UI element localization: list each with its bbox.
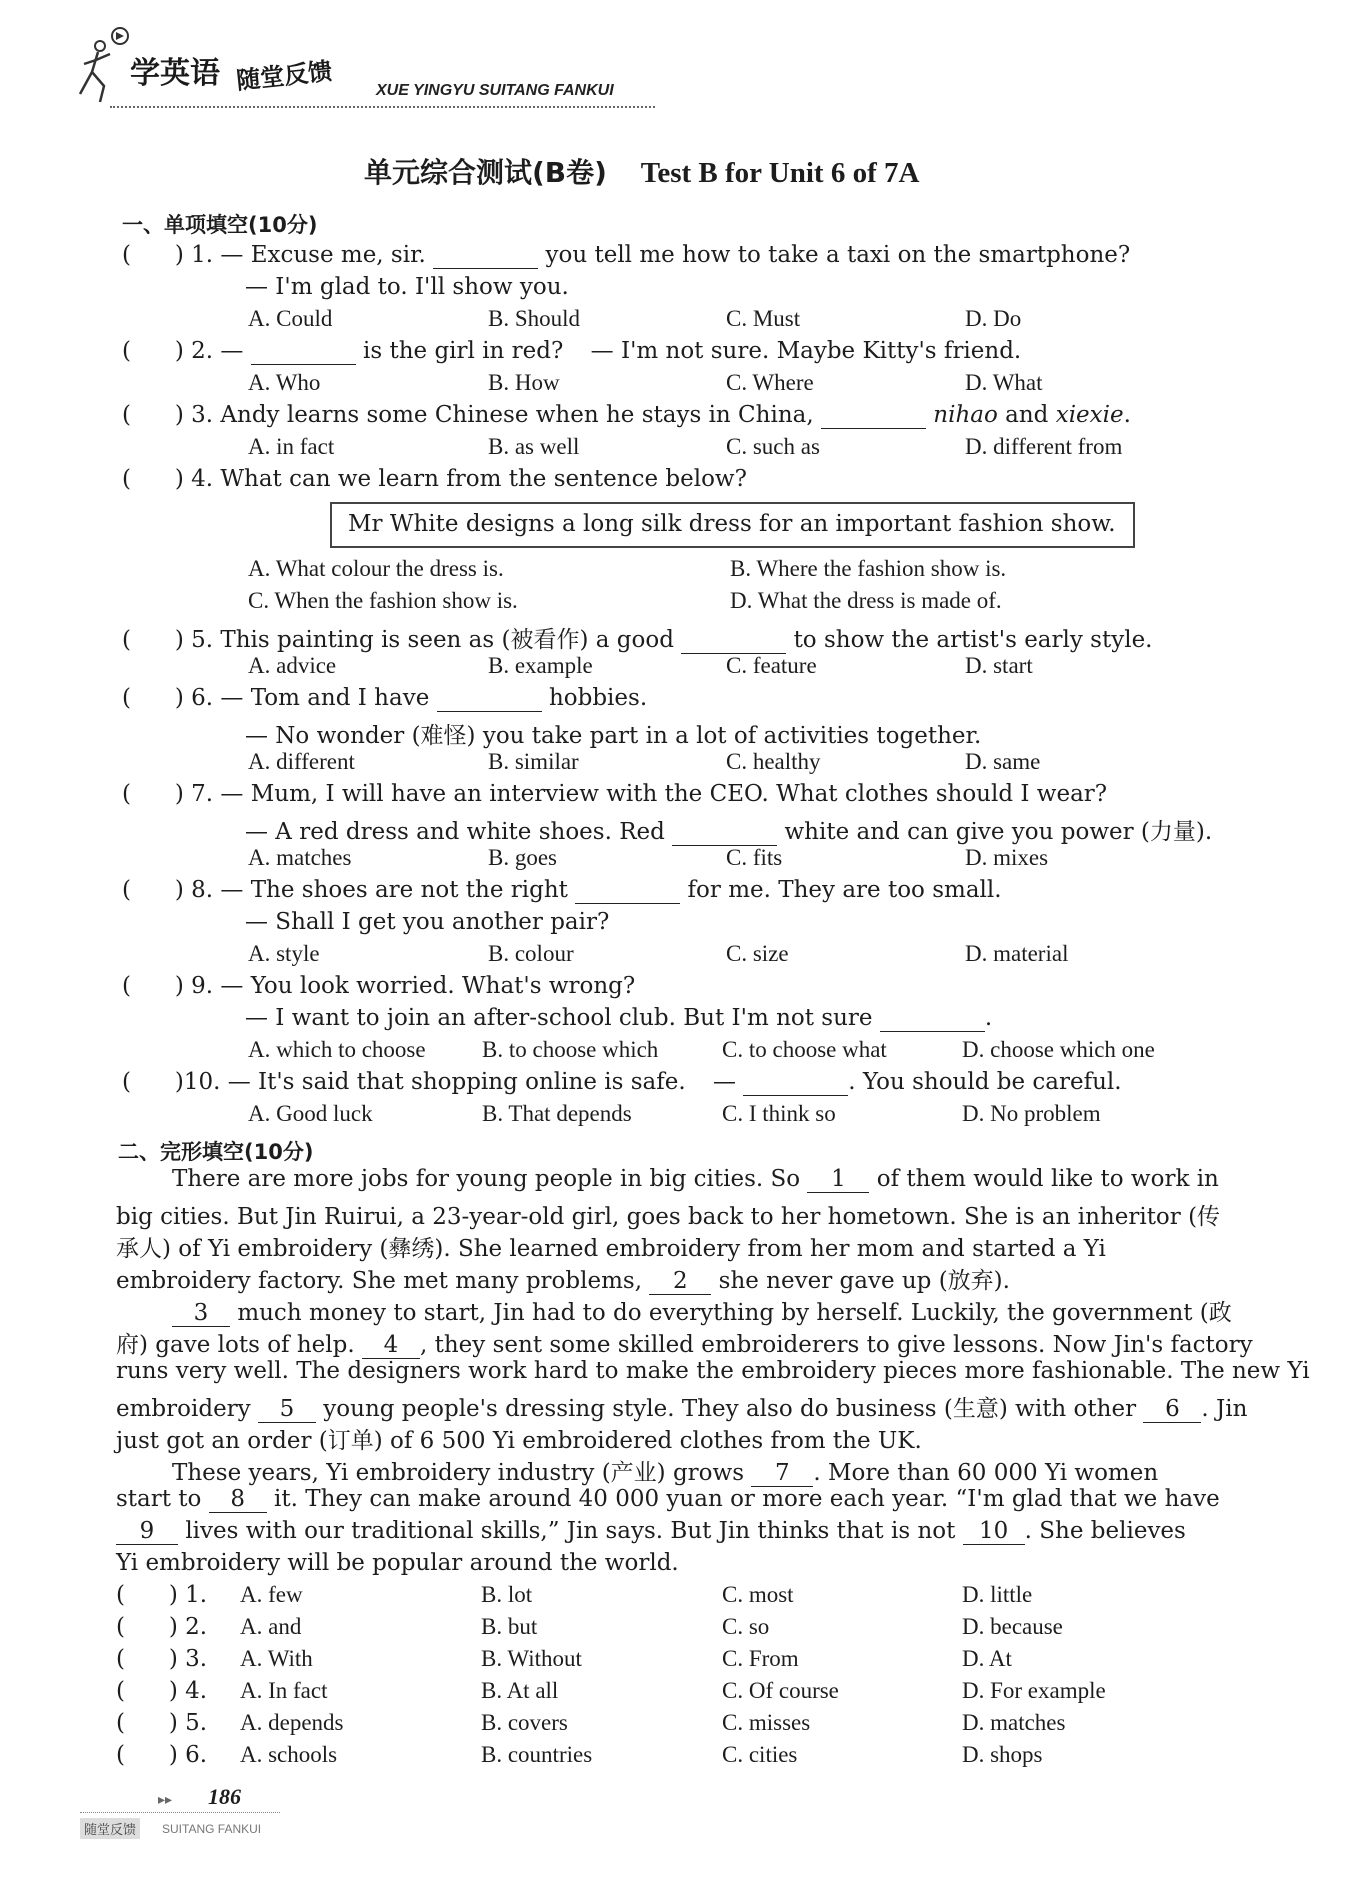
option: D. No problem bbox=[962, 1101, 1101, 1126]
question-7 bbox=[122, 781, 1107, 807]
page-number: 186 bbox=[208, 1784, 241, 1809]
cloze-choice-1 bbox=[116, 1582, 207, 1608]
cloze-blank[interactable]: 5 bbox=[258, 1396, 316, 1423]
page-header bbox=[70, 24, 655, 104]
option: B. covers bbox=[481, 1710, 568, 1735]
logo-chinese-secondary: 随堂反馈 bbox=[235, 57, 334, 95]
cloze-choice-3 bbox=[116, 1646, 207, 1672]
option: D. matches bbox=[962, 1710, 1066, 1735]
passage-text: lives with our traditional skills,” Jin says. But Jin thinks that is not bbox=[185, 1518, 956, 1544]
option: D. What the dress is made of. bbox=[730, 588, 1002, 613]
option: A. different bbox=[248, 749, 355, 774]
answer-paren: ( ) bbox=[122, 338, 184, 364]
answer-paren: ( ) bbox=[122, 466, 184, 492]
option: C. Of course bbox=[722, 1678, 839, 1703]
question-2 bbox=[122, 338, 1021, 365]
cloze-blank[interactable]: 7 bbox=[751, 1460, 813, 1487]
option: D. same bbox=[965, 749, 1041, 774]
question-text: — A red dress and white shoes. Red bbox=[245, 819, 665, 845]
option: A. which to choose bbox=[248, 1037, 426, 1062]
cloze-blank[interactable]: 9 bbox=[116, 1518, 178, 1545]
question-number: 3. bbox=[185, 1646, 208, 1672]
passage-text: There are more jobs for young people in big cities. So bbox=[172, 1166, 801, 1192]
passage-text: , they sent some skilled embroiderers to give lessons. Now Jin's factory bbox=[420, 1332, 1253, 1358]
option: B. but bbox=[481, 1614, 538, 1639]
option: B. Without bbox=[481, 1646, 582, 1671]
option: A. and bbox=[240, 1614, 302, 1639]
option: B. lot bbox=[481, 1582, 533, 1607]
option: D. At bbox=[962, 1646, 1012, 1671]
pinyin-word: xiexie bbox=[1055, 402, 1124, 428]
question-8-line2: — Shall I get you another pair? bbox=[245, 909, 610, 935]
question-number: 3. bbox=[191, 402, 214, 428]
question-text: — I'm not sure. Maybe Kitty's friend. bbox=[590, 338, 1022, 364]
passage-text: embroidery factory. She met many problems, bbox=[116, 1268, 643, 1294]
cloze-choice-2 bbox=[116, 1614, 207, 1640]
option: D. different from bbox=[965, 434, 1123, 459]
passage-text: start to bbox=[116, 1486, 202, 1512]
passage-line-10 bbox=[172, 1454, 1158, 1487]
option: A. Who bbox=[248, 370, 321, 395]
question-3 bbox=[122, 402, 1131, 429]
question-text: white and can give you power (力量). bbox=[784, 819, 1213, 845]
passage-text: . More than 60 000 Yi women bbox=[813, 1460, 1159, 1486]
footer-english: SUITANG FANKUI bbox=[162, 1822, 262, 1836]
answer-paren: ( ) bbox=[116, 1742, 178, 1768]
option: C. such as bbox=[726, 434, 820, 459]
question-1-line2: — I'm glad to. I'll show you. bbox=[245, 274, 569, 300]
answer-blank[interactable] bbox=[681, 627, 786, 654]
passage-text: . Jin bbox=[1201, 1396, 1248, 1422]
question-8 bbox=[122, 877, 1002, 904]
cloze-blank[interactable]: 1 bbox=[807, 1166, 869, 1193]
question-number: 5. bbox=[185, 1710, 208, 1736]
cloze-blank[interactable]: 10 bbox=[963, 1518, 1025, 1545]
quoted-sentence: Mr White designs a long silk dress for an important fashion show. bbox=[348, 511, 1116, 537]
title-english: Test B for Unit 6 of 7A bbox=[640, 157, 920, 189]
option: D. little bbox=[962, 1582, 1033, 1607]
option: A. matches bbox=[248, 845, 352, 870]
option: C. Where bbox=[726, 370, 814, 395]
question-text: — Mum, I will have an interview with the CEO. What clothes should I wear? bbox=[220, 781, 1108, 807]
question-text: is the girl in red? bbox=[363, 338, 564, 364]
cloze-blank[interactable]: 6 bbox=[1143, 1396, 1201, 1423]
title-chinese: 单元综合测试(B卷) bbox=[364, 156, 607, 189]
question-6-line2: — No wonder (难怪) you take part in a lot of activities together. bbox=[245, 723, 982, 749]
option: A. in fact bbox=[248, 434, 335, 459]
option: B. At all bbox=[481, 1678, 559, 1703]
answer-blank[interactable] bbox=[433, 242, 538, 269]
answer-blank[interactable] bbox=[251, 338, 356, 365]
answer-paren: ( bbox=[122, 1069, 175, 1095]
option: A. few bbox=[240, 1582, 303, 1607]
footer-rule bbox=[80, 1812, 280, 1813]
option: C. so bbox=[722, 1614, 770, 1639]
passage-text: it. They can make around 40 000 yuan or more each year. “I'm glad that we have bbox=[274, 1486, 1220, 1512]
question-number: 4. bbox=[191, 466, 214, 492]
question-text: — Tom and I have bbox=[220, 685, 430, 711]
question-5 bbox=[122, 621, 1153, 654]
question-text: — Excuse me, sir. bbox=[220, 242, 426, 268]
option: A. What colour the dress is. bbox=[248, 556, 504, 581]
passage-line-4 bbox=[116, 1262, 1010, 1295]
passage-line-2: big cities. But Jin Ruirui, a 23-year-old girl, goes back to her hometown. She is an inheritor (传 bbox=[116, 1204, 1221, 1230]
passage-line-7: runs very well. The designers work hard to make the embroidery pieces more fashionable. The new Yi bbox=[116, 1358, 1310, 1384]
answer-paren: ( ) bbox=[116, 1614, 178, 1640]
question-1 bbox=[122, 242, 1130, 269]
option: C. Must bbox=[726, 306, 801, 331]
question-number: 9. bbox=[191, 973, 214, 999]
option: D. For example bbox=[962, 1678, 1106, 1703]
option: A. style bbox=[248, 941, 320, 966]
option: D. shops bbox=[962, 1742, 1043, 1767]
passage-line-11 bbox=[116, 1486, 1220, 1513]
option: B. Should bbox=[488, 306, 581, 331]
punctuation: . bbox=[984, 1005, 993, 1031]
answer-paren: ( ) bbox=[116, 1678, 178, 1704]
option: B. as well bbox=[488, 434, 580, 459]
passage-line-13: Yi embroidery will be popular around the world. bbox=[116, 1550, 679, 1576]
answer-paren: ( ) bbox=[122, 973, 184, 999]
footer-tag: 随堂反馈 bbox=[80, 1818, 140, 1839]
option: D. choose which one bbox=[962, 1037, 1155, 1062]
answer-blank[interactable] bbox=[880, 1005, 985, 1032]
question-4 bbox=[122, 466, 747, 492]
passage-line-6 bbox=[116, 1326, 1253, 1359]
logo-english: XUE YINGYU SUITANG FANKUI bbox=[376, 82, 614, 99]
answer-blank[interactable] bbox=[437, 685, 542, 712]
option: C. size bbox=[726, 941, 789, 966]
question-text: hobbies. bbox=[548, 685, 648, 711]
option: B. How bbox=[488, 370, 560, 395]
passage-text: . She believes bbox=[1024, 1518, 1186, 1544]
question-text: Andy learns some Chinese when he stays in China, bbox=[220, 402, 814, 428]
passage-text: of them would like to work in bbox=[876, 1166, 1219, 1192]
question-text: — The shoes are not the right bbox=[220, 877, 568, 903]
option: A. depends bbox=[240, 1710, 344, 1735]
answer-paren: ( ) bbox=[122, 242, 184, 268]
passage-text: much money to start, Jin had to do everything by herself. Luckily, the government (政 bbox=[237, 1300, 1232, 1326]
option: C. fits bbox=[726, 845, 783, 870]
option: A. schools bbox=[240, 1742, 338, 1767]
option: C. misses bbox=[722, 1710, 811, 1735]
header-rule bbox=[110, 106, 655, 108]
question-text: What can we learn from the sentence below? bbox=[220, 466, 747, 492]
section1-heading: 一、单项填空(10分) bbox=[122, 213, 318, 237]
question-text: and bbox=[1005, 402, 1049, 428]
option: B. countries bbox=[481, 1742, 593, 1767]
cloze-choice-6 bbox=[116, 1742, 207, 1768]
answer-blank[interactable] bbox=[821, 402, 926, 429]
cloze-blank[interactable]: 8 bbox=[209, 1486, 267, 1513]
passage-text: 府) gave lots of help. bbox=[116, 1332, 355, 1358]
passage-text: she never gave up (放弃). bbox=[718, 1268, 1010, 1294]
page-title bbox=[364, 151, 919, 191]
passage-line-12 bbox=[116, 1518, 1186, 1545]
answer-paren: ( ) bbox=[116, 1710, 178, 1736]
option: D. mixes bbox=[965, 845, 1049, 870]
option: C. I think so bbox=[722, 1101, 836, 1126]
answer-paren: ( ) bbox=[116, 1646, 178, 1672]
option: B. to choose which bbox=[482, 1037, 659, 1062]
answer-paren: ( ) bbox=[122, 877, 184, 903]
cloze-blank[interactable]: 2 bbox=[649, 1268, 711, 1295]
passage-line-3: 承人) of Yi embroidery (彝绣). She learned embroidery from her mom and started a Yi bbox=[116, 1236, 1106, 1262]
question-7-line2 bbox=[245, 813, 1212, 846]
question-text: — You look worried. What's wrong? bbox=[220, 973, 636, 999]
question-number: 2. bbox=[191, 338, 214, 364]
question-text: — bbox=[712, 1069, 736, 1095]
question-number: 6. bbox=[191, 685, 214, 711]
answer-paren: ( ) bbox=[116, 1582, 178, 1608]
question-number: 1. bbox=[185, 1582, 208, 1608]
passage-line-5 bbox=[172, 1294, 1232, 1327]
passage-text: young people's dressing style. They also do business (生意) with other bbox=[323, 1396, 1137, 1422]
option: D. Do bbox=[965, 306, 1022, 331]
answer-paren: ( ) bbox=[122, 627, 184, 653]
question-9-line2 bbox=[245, 1005, 992, 1032]
option: D. What bbox=[965, 370, 1043, 395]
option: C. When the fashion show is. bbox=[248, 588, 518, 613]
option: B. example bbox=[488, 653, 593, 678]
question-number: 7. bbox=[191, 781, 214, 807]
question-number: 1. bbox=[191, 242, 214, 268]
option: C. cities bbox=[722, 1742, 798, 1767]
question-text: — It's said that shopping online is safe. bbox=[227, 1069, 686, 1095]
question-number: 6. bbox=[185, 1742, 208, 1768]
passage-text: These years, Yi embroidery industry (产业) grows bbox=[172, 1460, 745, 1486]
option: A. Good luck bbox=[248, 1101, 373, 1126]
option: A. In fact bbox=[240, 1678, 328, 1703]
answer-blank[interactable] bbox=[575, 877, 680, 904]
punctuation: . bbox=[1123, 402, 1131, 428]
question-text: . You should be careful. bbox=[848, 1069, 1122, 1095]
passage-line-1 bbox=[172, 1166, 1219, 1193]
runner-logo-icon bbox=[70, 24, 130, 104]
question-6 bbox=[122, 685, 647, 712]
question-10 bbox=[122, 1069, 1122, 1096]
question-text: — bbox=[220, 338, 244, 364]
question-text: for me. They are too small. bbox=[687, 877, 1002, 903]
option: D. because bbox=[962, 1614, 1063, 1639]
option: B. That depends bbox=[482, 1101, 632, 1126]
passage-line-9: just got an order (订单) of 6 500 Yi embroidered clothes from the UK. bbox=[116, 1428, 922, 1454]
option: A. With bbox=[240, 1646, 313, 1671]
option: C. feature bbox=[726, 653, 817, 678]
pinyin-word: nihao bbox=[933, 402, 998, 428]
answer-blank[interactable] bbox=[743, 1069, 848, 1096]
page-footer bbox=[80, 1784, 300, 1844]
section2-heading: 二、完形填空(10分) bbox=[118, 1140, 314, 1164]
option: B. colour bbox=[488, 941, 574, 966]
answer-paren: ( ) bbox=[122, 402, 184, 428]
answer-paren: ( ) bbox=[122, 781, 184, 807]
option: B. goes bbox=[488, 845, 557, 870]
option: C. From bbox=[722, 1646, 799, 1671]
answer-paren: ( ) bbox=[122, 685, 184, 711]
cloze-choice-4 bbox=[116, 1678, 207, 1704]
question-text: you tell me how to take a taxi on the smartphone? bbox=[545, 242, 1131, 268]
passage-text: embroidery bbox=[116, 1396, 251, 1422]
answer-blank[interactable] bbox=[672, 819, 777, 846]
logo-chinese: 学英语 bbox=[130, 56, 220, 91]
option: A. Could bbox=[248, 306, 333, 331]
question-number: 8. bbox=[191, 877, 214, 903]
question-number: 5. bbox=[191, 627, 214, 653]
question-number: )10. bbox=[174, 1069, 221, 1095]
option: D. start bbox=[965, 653, 1033, 678]
cloze-choice-5 bbox=[116, 1710, 207, 1736]
play-arrow-icon: ▸▸ bbox=[158, 1792, 173, 1808]
question-text: — I want to join an after-school club. But I'm not sure bbox=[245, 1005, 873, 1031]
option: C. most bbox=[722, 1582, 794, 1607]
passage-line-8 bbox=[116, 1390, 1247, 1423]
option: B. Where the fashion show is. bbox=[730, 556, 1007, 581]
question-number: 4. bbox=[185, 1678, 208, 1704]
option: D. material bbox=[965, 941, 1069, 966]
option: C. to choose what bbox=[722, 1037, 887, 1062]
option: B. similar bbox=[488, 749, 579, 774]
question-text: This painting is seen as (被看作) a good bbox=[220, 627, 674, 653]
question-number: 2. bbox=[185, 1614, 208, 1640]
option: C. healthy bbox=[726, 749, 821, 774]
cloze-blank[interactable]: 3 bbox=[172, 1300, 230, 1327]
question-text: to show the artist's early style. bbox=[793, 627, 1153, 653]
cloze-blank[interactable]: 4 bbox=[362, 1332, 420, 1359]
option: A. advice bbox=[248, 653, 337, 678]
question-9 bbox=[122, 973, 635, 999]
